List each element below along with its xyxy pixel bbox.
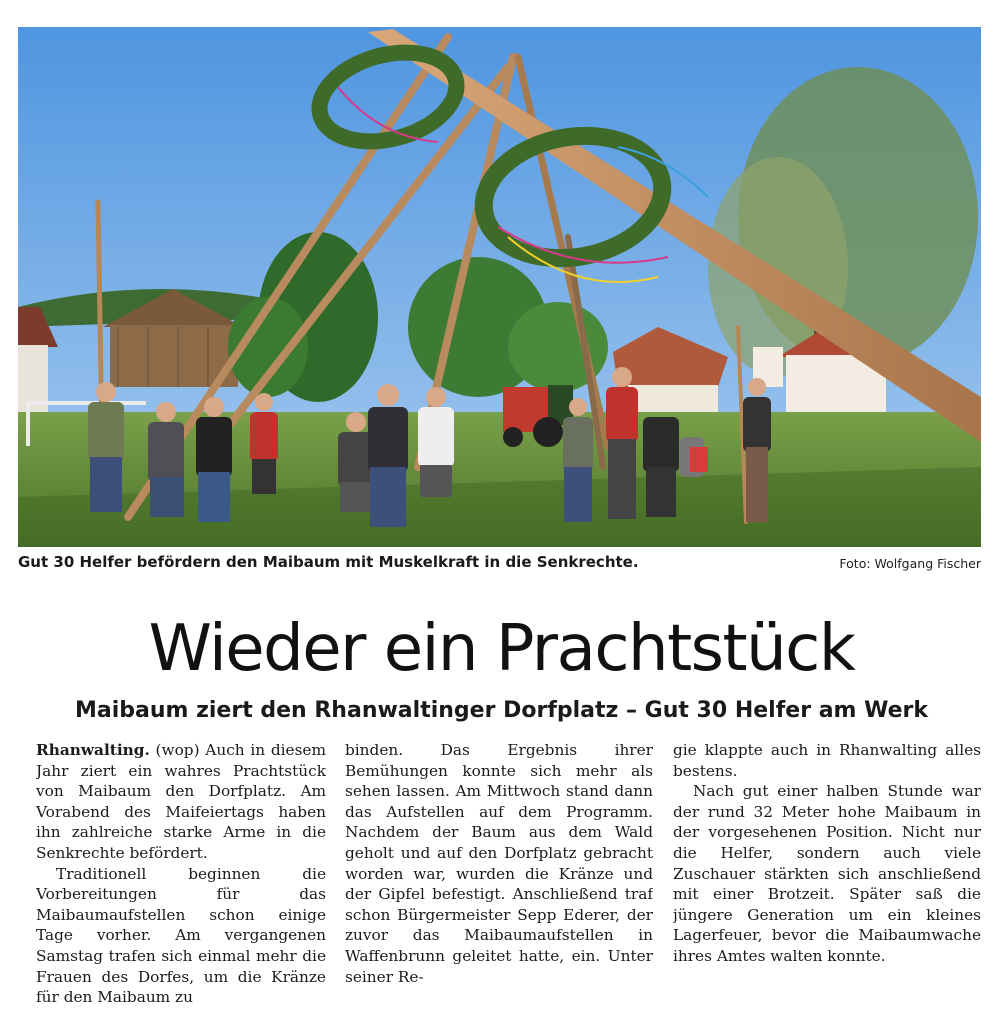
subheadline: Maibaum ziert den Rhanwaltinger Dorfplatz – Gut 30 Helfer am Werk	[74, 698, 929, 723]
paragraph: gie klappte auch in Rhanwalting alles bestens.	[673, 741, 981, 780]
paragraph-lead	[36, 740, 326, 864]
paragraph-text: (wop) Auch in diesem Jahr ziert ein wahres Prachtstück von Maibaum den Dorfplatz. Am Vorabend des Maifeiertags haben ihn zahlreiche starke Arme in die Senkrechte befördert.	[36, 741, 326, 862]
photo-caption: Gut 30 Helfer befördern den Maibaum mit Muskelkraft in die Senkrechte.	[18, 553, 639, 571]
paragraph: Nach gut einer halben Stunde war der rund 32 Meter hohe Maibaum in der vorgesehenen Position. Nicht nur die Helfer, sondern auch viele Zuschauer stärkten sich anschließend mit einer Brotzeit. Später saß die jüngere Generation um ein kleines Lagerfeuer, bevor die Maibaumwache ihres Amtes walten konnte.	[673, 782, 981, 965]
headline: Wieder ein Prachtstück	[148, 612, 855, 686]
article-column-1	[36, 740, 326, 1020]
paragraph: Traditionell beginnen die Vorbereitungen für das Maibaumaufstellen schon einige Tage vorher. Am vergangenen Samstag trafen sich einmal mehr die Frauen des Dorfes, um die Kränze für den Maibaum zu	[36, 864, 326, 1007]
article-column-3	[673, 740, 981, 1020]
photo-credit: Foto: Wolfgang Fischer	[839, 556, 981, 571]
paragraph: binden. Das Ergebnis ihrer Bemühungen konnte sich mehr als sehen lassen. Am Mittwoch stand dann das Aufstellen auf dem Programm. Nachdem der Baum aus dem Wald geholt und auf den Dorfplatz gebracht worden war, wurden die Kränze und der Gipfel befestigt. Anschließend traf schon Bürgermeister Sepp Ederer, der zuvor das Maibaumaufstellen in Waffenbrunn geleitet hatte, ein. Unter seiner Re-	[345, 741, 653, 986]
dateline: Rhanwalting.	[36, 741, 150, 759]
article-photo	[18, 27, 981, 547]
maypole-raising-illustration	[18, 27, 981, 547]
goal-frame	[26, 401, 146, 405]
article-column-2	[345, 740, 653, 1020]
